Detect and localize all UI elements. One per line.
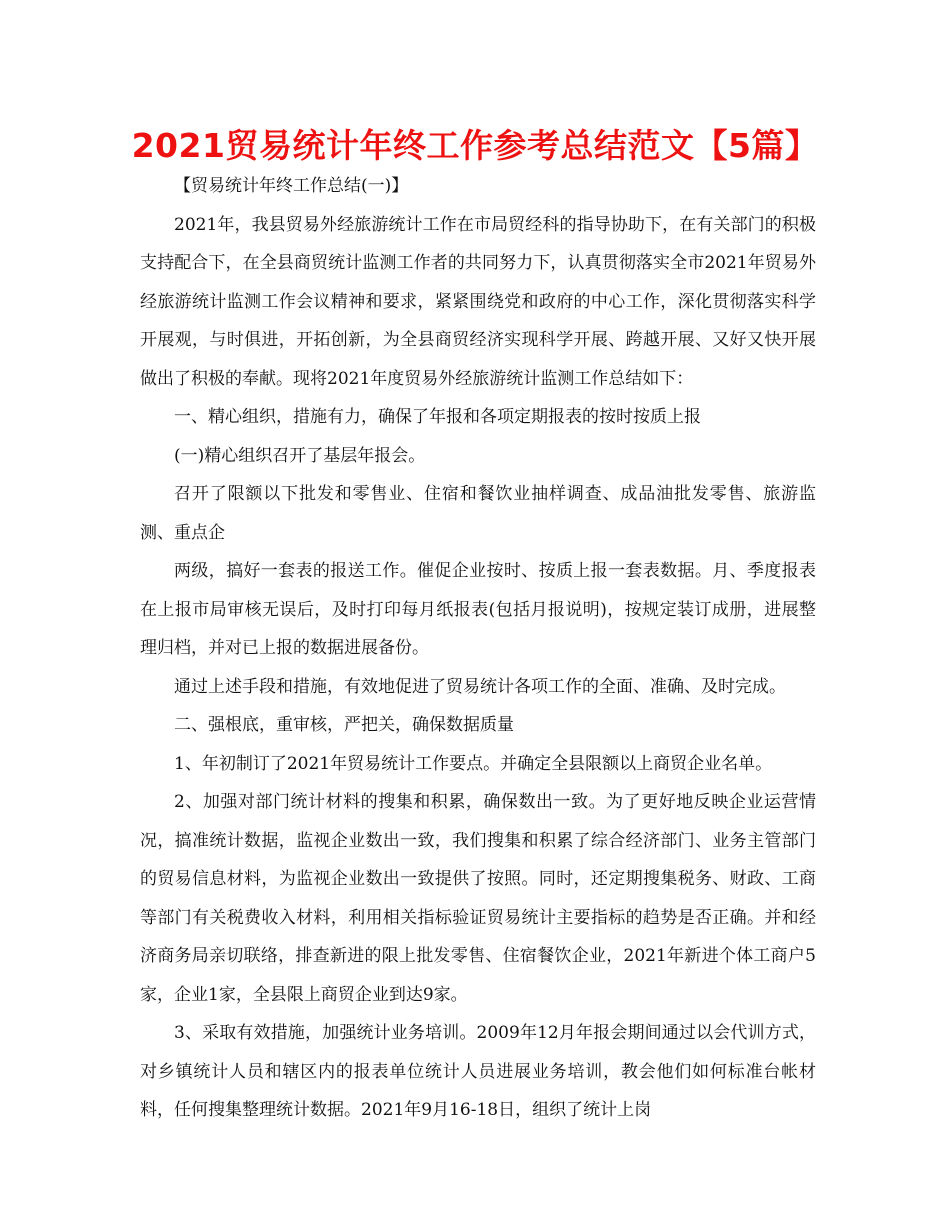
- paragraph: 一、精心组织，措施有力，确保了年报和各项定期报表的按时按质上报: [174, 407, 701, 427]
- paragraph: (一)精心组织召开了基层年报会。: [174, 445, 426, 466]
- paragraph: 两级，搞好一套表的报送工作。催促企业按时、按质上报一套表数据。月、季度报表在上报市局审核无误后，及时打印每月纸报表(包括月报说明)，按规定装订成册，进展整理归档，并对已上报的数据进展备份。: [140, 561, 816, 658]
- paragraph: 3、采取有效措施，加强统计业务培训。2009年12月年报会期间通过以会代训方式，对乡镇统计人员和辖区内的报表单位统计人员进展业务培训，教会他们如何标准台帐材料，任何搜集整理统计数据。2021年9月16-18日，组织了统计上岗: [140, 1023, 816, 1120]
- document-title: 2021贸易统计年终工作参考总结范文【5篇】: [131, 126, 819, 165]
- paragraph: 二、强根底，重审核，严把关，确保数据质量: [174, 715, 514, 735]
- paragraph: 2021年，我县贸易外经旅游统计工作在市局贸经科的指导协助下，在有关部门的积极支持配合下，在全县商贸统计监测工作者的共同努力下，认真贯彻落实全市2021年贸易外经旅游统计监测工作会议精神和要求，紧紧围绕党和政府的中心工作，深化贯彻落实科学开展观，与时俱进，开拓创新，为全县商贸经济实现科学开展、跨越开展、又好又快开展做出了积极的奉献。现将2021年度贸易外经旅游统计监测工作总结如下：: [140, 214, 816, 389]
- paragraph: 2、加强对部门统计材料的搜集和积累，确保数出一致。为了更好地反映企业运营情况，搞准统计数据，监视企业数出一致，我们搜集和积累了综合经济部门、业务主管部门的贸易信息材料，为监视企业数出一致提供了按照。同时，还定期搜集税务、财政、工商等部门有关税费收入材料，利用相关指标验证贸易统计主要指标的趋势是否正确。并和经济商务局亲切联络，排查新进的限上批发零售、住宿餐饮企业，2021年新进个体工商户5家，企业1家，全县限上商贸企业到达9家。: [140, 792, 816, 1005]
- paragraph: 通过上述手段和措施，有效地促进了贸易统计各项工作的全面、准确、及时完成。: [174, 676, 786, 697]
- paragraph: 召开了限额以下批发和零售业、住宿和餐饮业抽样调查、成品油批发零售、旅游监测、重点企: [140, 484, 816, 543]
- document-body: [140, 167, 816, 1130]
- paragraph: 1、年初制订了2021年贸易统计工作要点。并确定全县限额以上商贸企业名单。: [174, 753, 773, 774]
- section-heading: 【贸易统计年终工作总结(一)】: [174, 176, 409, 196]
